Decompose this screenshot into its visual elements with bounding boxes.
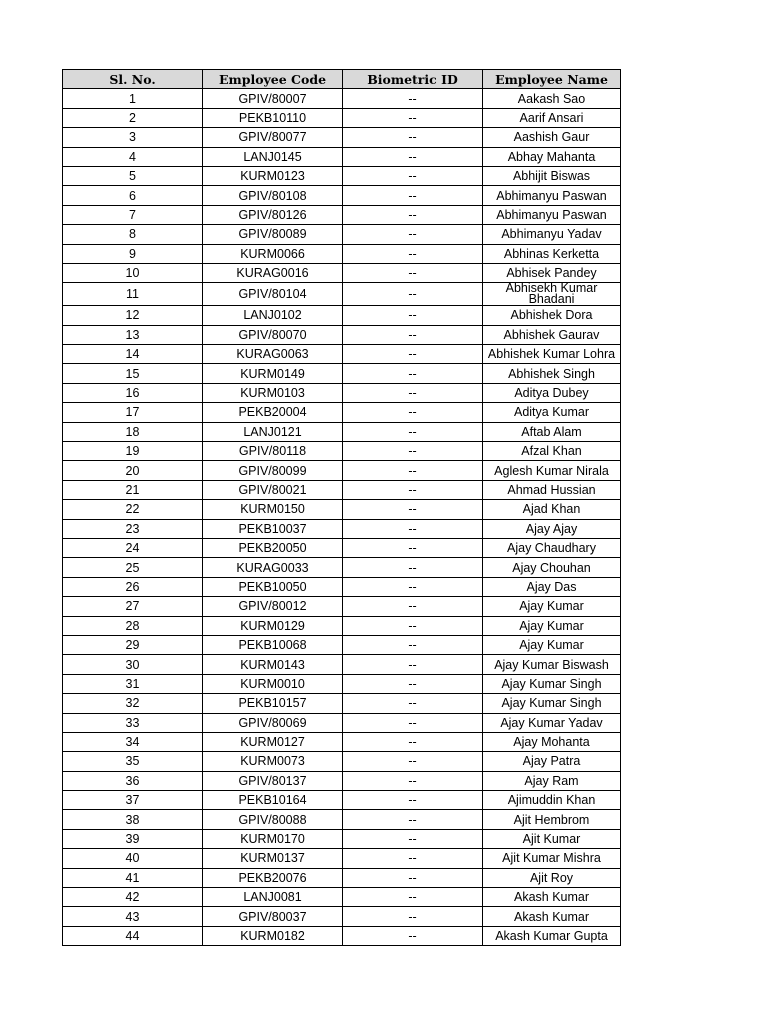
cell-biometric-id: --: [343, 538, 483, 557]
cell-sl-no: 9: [63, 244, 203, 263]
cell-employee-code: GPIV/80007: [203, 89, 343, 108]
cell-employee-name: Ajay Mohanta: [483, 732, 621, 751]
cell-employee-code: GPIV/80012: [203, 597, 343, 616]
table-row: [63, 263, 621, 282]
cell-employee-name: Ajit Roy: [483, 868, 621, 887]
cell-biometric-id: --: [343, 244, 483, 263]
cell-employee-code: LANJ0121: [203, 422, 343, 441]
cell-employee-code: KURM0129: [203, 616, 343, 635]
cell-biometric-id: --: [343, 597, 483, 616]
cell-employee-name: Aarif Ansari: [483, 108, 621, 127]
cell-sl-no: 16: [63, 383, 203, 402]
table-row: [63, 674, 621, 693]
cell-employee-name: Aditya Dubey: [483, 383, 621, 402]
cell-employee-name: Abhinas Kerketta: [483, 244, 621, 263]
cell-biometric-id: --: [343, 888, 483, 907]
cell-sl-no: 31: [63, 674, 203, 693]
cell-employee-name: Ajay Das: [483, 577, 621, 596]
cell-sl-no: 15: [63, 364, 203, 383]
cell-employee-code: LANJ0145: [203, 147, 343, 166]
cell-employee-name: Ajit Kumar Mishra: [483, 849, 621, 868]
cell-employee-code: PEKB10164: [203, 791, 343, 810]
cell-employee-code: LANJ0081: [203, 888, 343, 907]
cell-sl-no: 25: [63, 558, 203, 577]
table-row: [63, 868, 621, 887]
cell-sl-no: 21: [63, 480, 203, 499]
table-row: [63, 166, 621, 185]
cell-biometric-id: --: [343, 732, 483, 751]
cell-employee-code: KURM0010: [203, 674, 343, 693]
cell-biometric-id: --: [343, 461, 483, 480]
table-row: [63, 655, 621, 674]
table-row: [63, 147, 621, 166]
table-row: [63, 577, 621, 596]
table-body: [63, 89, 621, 946]
cell-biometric-id: --: [343, 577, 483, 596]
cell-employee-code: GPIV/80069: [203, 713, 343, 732]
cell-biometric-id: --: [343, 225, 483, 244]
cell-employee-name: Abhishek Kumar Lohra: [483, 345, 621, 364]
cell-employee-name: Ajay Kumar Biswash: [483, 655, 621, 674]
cell-sl-no: 33: [63, 713, 203, 732]
cell-employee-code: KURM0143: [203, 655, 343, 674]
cell-biometric-id: --: [343, 500, 483, 519]
cell-employee-name: Ajad Khan: [483, 500, 621, 519]
table-row: [63, 616, 621, 635]
table-row: [63, 791, 621, 810]
table-row: [63, 888, 621, 907]
table-row: [63, 225, 621, 244]
cell-biometric-id: --: [343, 403, 483, 422]
table-row: [63, 538, 621, 557]
cell-employee-code: PEKB20050: [203, 538, 343, 557]
cell-biometric-id: --: [343, 147, 483, 166]
cell-sl-no: 19: [63, 442, 203, 461]
table-row: [63, 205, 621, 224]
cell-employee-code: GPIV/80077: [203, 128, 343, 147]
cell-employee-code: GPIV/80099: [203, 461, 343, 480]
cell-sl-no: 6: [63, 186, 203, 205]
table-row: [63, 325, 621, 344]
cell-employee-code: GPIV/80089: [203, 225, 343, 244]
cell-employee-code: KURAG0033: [203, 558, 343, 577]
cell-employee-code: GPIV/80070: [203, 325, 343, 344]
cell-sl-no: 43: [63, 907, 203, 926]
cell-employee-code: KURM0149: [203, 364, 343, 383]
cell-sl-no: 12: [63, 306, 203, 325]
table-row: [63, 442, 621, 461]
cell-employee-name: Aglesh Kumar Nirala: [483, 461, 621, 480]
table-row: [63, 422, 621, 441]
table-row: [63, 403, 621, 422]
cell-sl-no: 24: [63, 538, 203, 557]
cell-sl-no: 34: [63, 732, 203, 751]
cell-biometric-id: --: [343, 558, 483, 577]
header-employee-name: Employee Name: [483, 70, 621, 89]
cell-employee-name: Ajay Kumar: [483, 635, 621, 654]
table-row: [63, 244, 621, 263]
table-row: [63, 926, 621, 945]
cell-sl-no: 35: [63, 752, 203, 771]
cell-employee-name: Aakash Sao: [483, 89, 621, 108]
cell-employee-code: GPIV/80021: [203, 480, 343, 499]
cell-employee-code: KURM0150: [203, 500, 343, 519]
cell-employee-name: Akash Kumar Gupta: [483, 926, 621, 945]
table-row: [63, 635, 621, 654]
cell-employee-code: GPIV/80126: [203, 205, 343, 224]
cell-biometric-id: --: [343, 791, 483, 810]
table-row: [63, 558, 621, 577]
cell-employee-code: PEKB10050: [203, 577, 343, 596]
table-row: [63, 186, 621, 205]
cell-employee-name: Ajay Kumar Singh: [483, 694, 621, 713]
table-row: [63, 771, 621, 790]
cell-sl-no: 37: [63, 791, 203, 810]
cell-employee-code: KURM0170: [203, 829, 343, 848]
cell-biometric-id: --: [343, 868, 483, 887]
employee-table: [62, 69, 621, 946]
table-row: [63, 810, 621, 829]
cell-employee-code: GPIV/80118: [203, 442, 343, 461]
cell-employee-name: Ahmad Hussian: [483, 480, 621, 499]
cell-sl-no: 23: [63, 519, 203, 538]
cell-employee-name: Ajay Ajay: [483, 519, 621, 538]
cell-employee-name: Akash Kumar: [483, 907, 621, 926]
cell-biometric-id: --: [343, 283, 483, 306]
cell-biometric-id: --: [343, 752, 483, 771]
cell-biometric-id: --: [343, 694, 483, 713]
cell-sl-no: 29: [63, 635, 203, 654]
cell-employee-name: Ajay Chouhan: [483, 558, 621, 577]
cell-sl-no: 17: [63, 403, 203, 422]
cell-employee-name: Ajit Hembrom: [483, 810, 621, 829]
cell-biometric-id: --: [343, 89, 483, 108]
header-biometric-id: Biometric ID: [343, 70, 483, 89]
cell-employee-name: Ajay Patra: [483, 752, 621, 771]
cell-employee-name: Abhisek Pandey: [483, 263, 621, 282]
cell-sl-no: 8: [63, 225, 203, 244]
cell-employee-name: Abhijit Biswas: [483, 166, 621, 185]
cell-employee-name: Ajimuddin Khan: [483, 791, 621, 810]
table-row: [63, 519, 621, 538]
cell-employee-code: PEKB10157: [203, 694, 343, 713]
cell-employee-name: Aashish Gaur: [483, 128, 621, 147]
table-row: [63, 383, 621, 402]
cell-employee-code: GPIV/80037: [203, 907, 343, 926]
cell-employee-code: KURM0182: [203, 926, 343, 945]
cell-employee-name: Ajay Kumar: [483, 597, 621, 616]
cell-biometric-id: --: [343, 306, 483, 325]
cell-employee-name: Ajit Kumar: [483, 829, 621, 848]
cell-biometric-id: --: [343, 325, 483, 344]
cell-sl-no: 40: [63, 849, 203, 868]
cell-employee-code: LANJ0102: [203, 306, 343, 325]
cell-biometric-id: --: [343, 849, 483, 868]
table-row: [63, 306, 621, 325]
cell-sl-no: 3: [63, 128, 203, 147]
cell-biometric-id: --: [343, 771, 483, 790]
cell-sl-no: 41: [63, 868, 203, 887]
cell-employee-name: Afzal Khan: [483, 442, 621, 461]
cell-employee-name: Ajay Kumar: [483, 616, 621, 635]
cell-biometric-id: --: [343, 674, 483, 693]
cell-biometric-id: --: [343, 907, 483, 926]
cell-sl-no: 1: [63, 89, 203, 108]
cell-biometric-id: --: [343, 655, 483, 674]
cell-sl-no: 10: [63, 263, 203, 282]
cell-employee-code: GPIV/80108: [203, 186, 343, 205]
table-row: [63, 907, 621, 926]
table-row: [63, 694, 621, 713]
cell-sl-no: 28: [63, 616, 203, 635]
cell-sl-no: 22: [63, 500, 203, 519]
cell-employee-code: PEKB10068: [203, 635, 343, 654]
cell-sl-no: 26: [63, 577, 203, 596]
cell-biometric-id: --: [343, 926, 483, 945]
cell-sl-no: 44: [63, 926, 203, 945]
cell-biometric-id: --: [343, 519, 483, 538]
cell-sl-no: 36: [63, 771, 203, 790]
cell-employee-code: KURM0127: [203, 732, 343, 751]
cell-employee-code: KURM0103: [203, 383, 343, 402]
cell-employee-name: Abhimanyu Yadav: [483, 225, 621, 244]
cell-biometric-id: --: [343, 128, 483, 147]
cell-employee-name: Aftab Alam: [483, 422, 621, 441]
cell-employee-code: PEKB10037: [203, 519, 343, 538]
cell-sl-no: 27: [63, 597, 203, 616]
header-employee-code: Employee Code: [203, 70, 343, 89]
cell-biometric-id: --: [343, 205, 483, 224]
cell-biometric-id: --: [343, 616, 483, 635]
cell-biometric-id: --: [343, 829, 483, 848]
cell-biometric-id: --: [343, 383, 483, 402]
cell-employee-name: Abhishek Singh: [483, 364, 621, 383]
table-row: [63, 829, 621, 848]
table-row: [63, 364, 621, 383]
table-row: [63, 732, 621, 751]
cell-employee-code: KURAG0016: [203, 263, 343, 282]
cell-employee-name: Abhay Mahanta: [483, 147, 621, 166]
cell-sl-no: 4: [63, 147, 203, 166]
cell-employee-code: PEKB20004: [203, 403, 343, 422]
cell-employee-name: Aditya Kumar: [483, 403, 621, 422]
cell-employee-name: Ajay Kumar Singh: [483, 674, 621, 693]
cell-employee-name: Ajay Chaudhary: [483, 538, 621, 557]
cell-employee-code: KURM0137: [203, 849, 343, 868]
cell-employee-name: Abhimanyu Paswan: [483, 186, 621, 205]
cell-employee-name: Ajay Ram: [483, 771, 621, 790]
cell-employee-name: Ajay Kumar Yadav: [483, 713, 621, 732]
cell-employee-name: Abhishek Dora: [483, 306, 621, 325]
cell-biometric-id: --: [343, 166, 483, 185]
cell-employee-name: Akash Kumar: [483, 888, 621, 907]
table-row: [63, 849, 621, 868]
table-row: [63, 128, 621, 147]
cell-sl-no: 38: [63, 810, 203, 829]
table-row: [63, 480, 621, 499]
cell-employee-code: KURM0066: [203, 244, 343, 263]
table-row: [63, 89, 621, 108]
cell-biometric-id: --: [343, 635, 483, 654]
cell-sl-no: 39: [63, 829, 203, 848]
cell-employee-code: PEKB20076: [203, 868, 343, 887]
cell-sl-no: 7: [63, 205, 203, 224]
cell-sl-no: 14: [63, 345, 203, 364]
cell-employee-code: GPIV/80088: [203, 810, 343, 829]
cell-sl-no: 42: [63, 888, 203, 907]
cell-biometric-id: --: [343, 810, 483, 829]
table-row: [63, 345, 621, 364]
cell-sl-no: 11: [63, 283, 203, 306]
cell-biometric-id: --: [343, 364, 483, 383]
table-row: [63, 283, 621, 306]
cell-employee-code: GPIV/80104: [203, 283, 343, 306]
cell-employee-name: Abhimanyu Paswan: [483, 205, 621, 224]
cell-biometric-id: --: [343, 480, 483, 499]
cell-biometric-id: --: [343, 422, 483, 441]
table-row: [63, 461, 621, 480]
table-row: [63, 597, 621, 616]
cell-biometric-id: --: [343, 186, 483, 205]
cell-biometric-id: --: [343, 713, 483, 732]
cell-sl-no: 5: [63, 166, 203, 185]
cell-sl-no: 20: [63, 461, 203, 480]
cell-biometric-id: --: [343, 263, 483, 282]
cell-sl-no: 30: [63, 655, 203, 674]
cell-employee-name: Abhishek Gaurav: [483, 325, 621, 344]
table-row: [63, 752, 621, 771]
cell-employee-code: KURM0073: [203, 752, 343, 771]
table-row: [63, 108, 621, 127]
cell-sl-no: 32: [63, 694, 203, 713]
cell-employee-name: Abhisekh Kumar Bhadani: [483, 283, 621, 306]
cell-biometric-id: --: [343, 442, 483, 461]
cell-sl-no: 2: [63, 108, 203, 127]
cell-sl-no: 18: [63, 422, 203, 441]
table-row: [63, 500, 621, 519]
cell-biometric-id: --: [343, 345, 483, 364]
header-row: [63, 70, 621, 89]
cell-employee-code: GPIV/80137: [203, 771, 343, 790]
header-sl-no: Sl. No.: [63, 70, 203, 89]
cell-biometric-id: --: [343, 108, 483, 127]
cell-employee-code: KURM0123: [203, 166, 343, 185]
table-row: [63, 713, 621, 732]
cell-employee-code: PEKB10110: [203, 108, 343, 127]
cell-sl-no: 13: [63, 325, 203, 344]
cell-employee-code: KURAG0063: [203, 345, 343, 364]
